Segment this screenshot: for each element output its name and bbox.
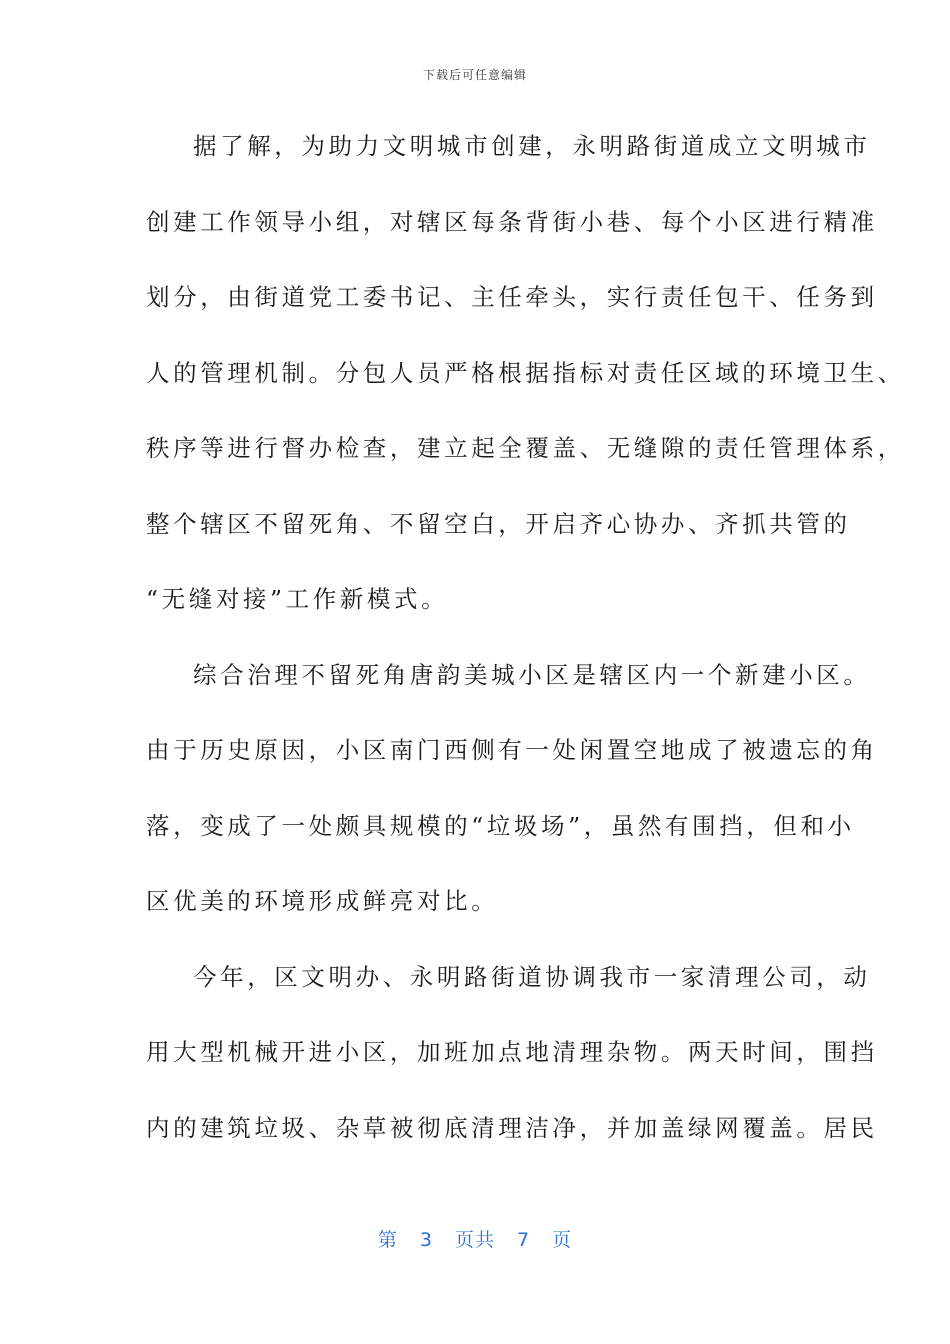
paragraph-line: 内的建筑垃圾、杂草被彻底清理洁净，并加盖绿网覆盖。居民: [146, 1113, 878, 1142]
paragraph-line: 创建工作领导小组，对辖区每条背街小巷、每个小区进行精准: [146, 207, 878, 236]
paragraph-line: 今年，区文明办、永明路街道协调我市一家清理公司，动: [193, 962, 871, 991]
paragraph-line: 区优美的环境形成鲜亮对比。: [146, 887, 499, 915]
paragraph-line: 由于历史原因，小区南门西侧有一处闲置空地成了被遗忘的角: [146, 736, 878, 764]
paragraph-line: 落，变成了一处颇具规模的“垃圾场”，虽然有围挡，但和小: [146, 811, 855, 840]
header-note: 下载后可任意编辑: [422, 68, 527, 82]
total-pages-number: 7: [517, 1229, 531, 1251]
paragraph-line: 综合治理不留死角唐韵美城小区是辖区内一个新建小区。: [193, 660, 871, 689]
footer-middle: 页共: [454, 1229, 495, 1251]
paragraph-line: 划分，由街道党工委书记、主任牵头，实行责任包干、任务到: [146, 283, 878, 311]
paragraph-line: 秩序等进行督办检查，建立起全覆盖、无缝隙的责任管理体系，: [146, 434, 905, 462]
footer-prefix: 第: [377, 1229, 398, 1251]
paragraph-line: “无缝对接”工作新模式。: [146, 585, 449, 613]
paragraph-line: 人的管理机制。分包人员严格根据指标对责任区域的环境卫生、: [146, 358, 905, 387]
current-page-number: 3: [419, 1229, 433, 1251]
paragraph-line: 整个辖区不留死角、不留空白，开启齐心协办、齐抓共管的: [146, 509, 851, 538]
paragraph-line: 用大型机械开进小区，加班加点地清理杂物。两天时间，围挡: [146, 1038, 878, 1066]
footer-suffix: 页: [552, 1229, 573, 1251]
document-body: [146, 124, 905, 1181]
page-number-footer: [0, 1225, 950, 1252]
paragraph-line: 据了解，为助力文明城市创建，永明路街道成立文明城市: [193, 132, 871, 160]
